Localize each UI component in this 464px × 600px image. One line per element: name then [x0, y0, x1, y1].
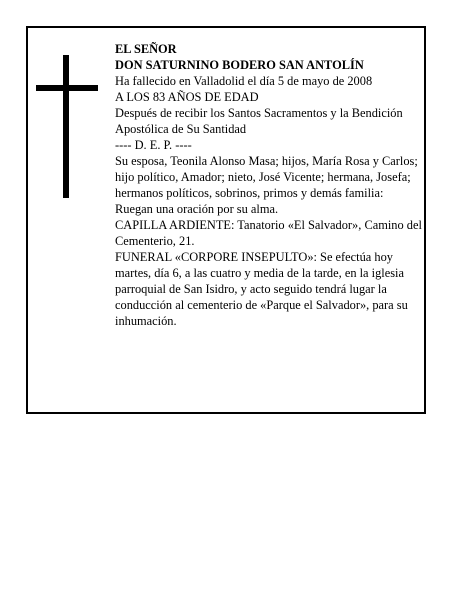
prayer-line: Ruegan una oración por su alma.	[115, 202, 279, 216]
sacraments-line: Después de recibir los Santos Sacramentos y la Bendición Apostólica de Su Santidad	[115, 106, 403, 136]
funeral-line: FUNERAL «CORPORE INSEPULTO»: Se efectúa hoy martes, día 6, a las cuatro y media de la tarde, en la iglesia parroquial de San Isidro, y acto seguido tendrá lugar la conducción al cementerio de «Parque el Salvador», para su inhumación.	[115, 250, 408, 328]
notice-text-block	[115, 41, 423, 329]
death-info: Ha fallecido en Valladolid el día 5 de mayo de 2008	[115, 74, 373, 88]
notice-title-line1: EL SEÑOR	[115, 42, 177, 56]
chapel-line: CAPILLA ARDIENTE: Tanatorio «El Salvador», Camino del Cementerio, 21.	[115, 218, 422, 248]
dep-line: ---- D. E. P. ----	[115, 138, 192, 152]
family-line: Su esposa, Teonila Alonso Masa; hijos, María Rosa y Carlos; hijo político, Amador; nieto, José Vicente; hermana, Josefa; hermanos políticos, sobrinos, primos y demás familia:	[115, 154, 418, 200]
cross-icon	[36, 55, 98, 198]
cross-horizontal-bar	[36, 85, 98, 91]
obituary-notice	[26, 26, 426, 414]
cross-vertical-bar	[63, 55, 69, 198]
deceased-name: DON SATURNINO BODERO SAN ANTOLÍN	[115, 58, 364, 72]
age-line: A LOS 83 AÑOS DE EDAD	[115, 90, 259, 104]
